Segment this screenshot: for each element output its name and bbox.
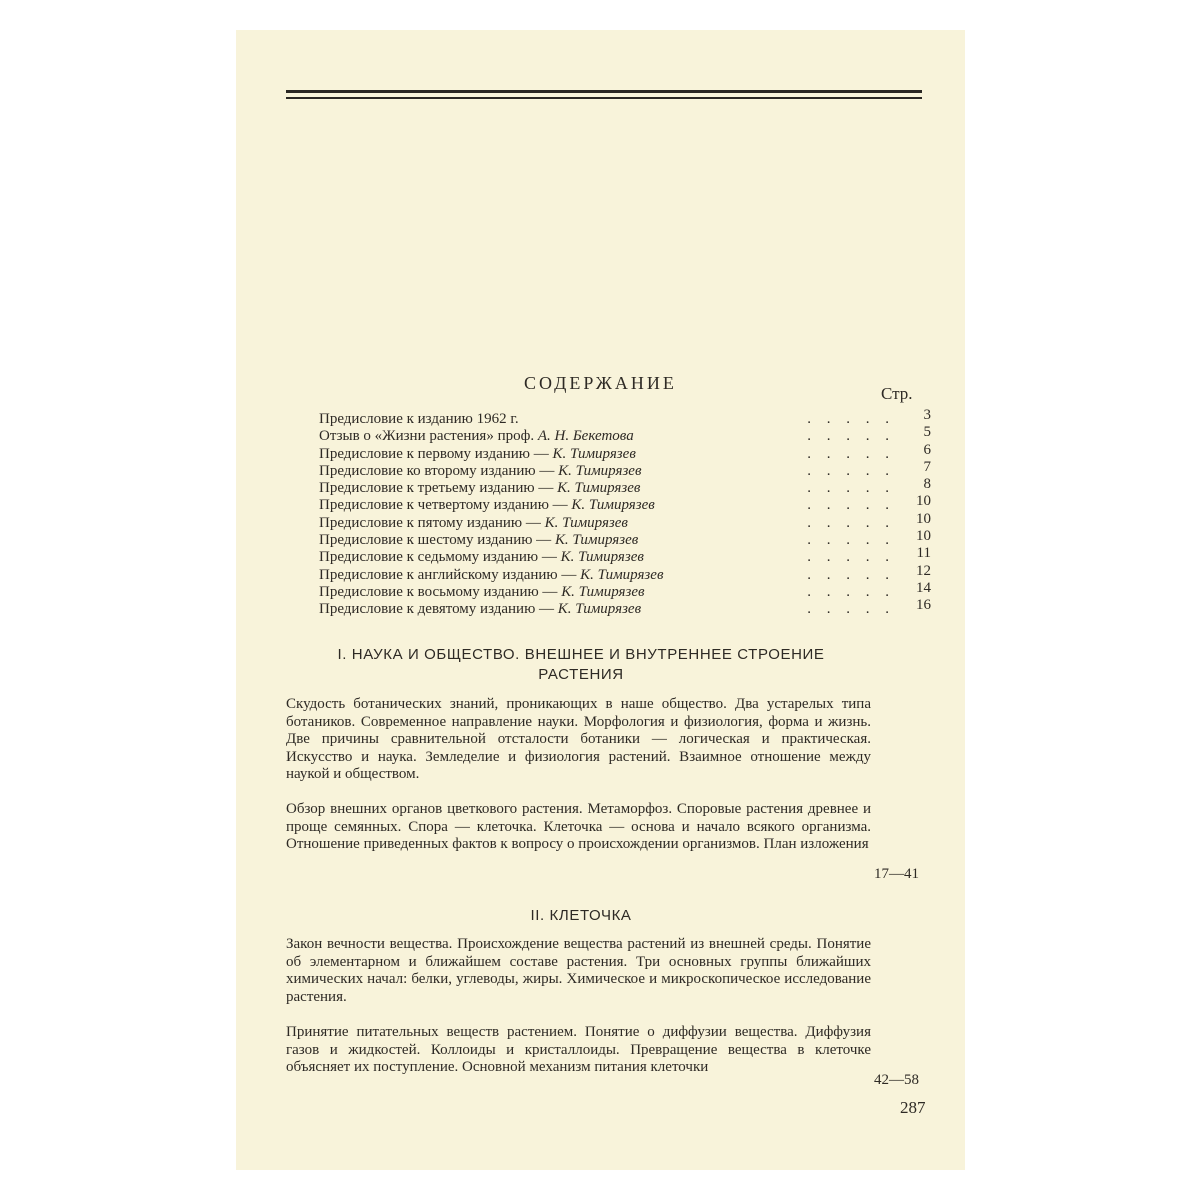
leader-dots: . . . . . bbox=[807, 549, 895, 566]
leader-dots: . . . . . bbox=[807, 428, 895, 445]
top-rule-thin bbox=[286, 97, 922, 99]
chapter-2-pages: 42—58 bbox=[874, 1072, 919, 1088]
toc-entry-page: 12 bbox=[916, 562, 931, 579]
toc-entry-page: 6 bbox=[923, 441, 931, 458]
toc-entry-title: Предисловие к четвертому изданию — bbox=[319, 497, 572, 514]
chapter-2-title-line1: II. КЛЕТОЧКА bbox=[530, 907, 632, 924]
toc-entry-page: 10 bbox=[916, 493, 931, 510]
toc-entry-page: 8 bbox=[923, 476, 931, 493]
leader-dots: . . . . . bbox=[807, 566, 895, 583]
toc-entry-title: Предисловие к седьмому изданию — bbox=[319, 549, 561, 566]
leader-dots: . . . . . bbox=[807, 514, 895, 531]
toc-entry-title: Предисловие к пятому изданию — bbox=[319, 514, 545, 531]
page-number: 287 bbox=[900, 1098, 926, 1117]
front-matter-list bbox=[319, 407, 931, 619]
leader-dots: . . . . . bbox=[807, 601, 895, 618]
toc-entry-page: 3 bbox=[923, 407, 931, 423]
toc-entry-title: Предисловие к шестому изданию — bbox=[319, 532, 555, 549]
chapter-1-para-1: Скудость ботанических знаний, проникающих в наше общество. Два устарелых типа ботаников. Современное направление науки. Морфология и физиология, форма и жизнь. Две причины сравнительной отсталости ботаники — логическая и практическая. Искусство и наука. Земледелие и физиология растений. Взаимное отношение между наукой и обществом. bbox=[286, 696, 871, 782]
toc-entry-author: А. Н. Бекетова bbox=[537, 428, 634, 445]
chapter-1-title bbox=[286, 645, 876, 685]
toc-entry-page: 5 bbox=[923, 424, 931, 441]
toc-entry-page: 11 bbox=[916, 545, 931, 562]
toc-entry bbox=[319, 545, 931, 566]
toc-entry-author: К. Тимирязев bbox=[552, 445, 636, 462]
chapter-2-para-1: Закон вечности вещества. Происхождение вещества растений из внешней среды. Понятие об элементарном и ближайшем составе растения. Три основных группы ближайших химических начал: белки, углеводы, жиры. Химическое и микроскопическое исследование растения. bbox=[286, 936, 871, 1005]
toc-entry bbox=[319, 579, 931, 601]
book-page bbox=[236, 30, 965, 1170]
toc-entry-title: Предисловие к третьему изданию — bbox=[319, 480, 558, 497]
toc-entry-author: К. Тимирязев bbox=[571, 497, 655, 514]
toc-entry-author: К. Тимирязев bbox=[560, 549, 644, 566]
chapter-2-title bbox=[286, 906, 876, 926]
toc-entry-title: Предисловие к изданию 1962 г. bbox=[319, 411, 519, 427]
toc-entry bbox=[319, 597, 931, 618]
toc-entry bbox=[319, 528, 931, 549]
chapter-1-para-2: Обзор внешних органов цветкового растения. Метаморфоз. Споровые растения древнее и проще семянных. Спора — клеточка. Клеточка — основа и начало всякого организма. Отношение приведенных фактов к вопросу о происхождении организмов. План изложения bbox=[286, 801, 871, 852]
leader-dots: . . . . . bbox=[807, 532, 895, 549]
leader-dots: . . . . . bbox=[807, 480, 895, 497]
toc-entry-author: К. Тимирязев bbox=[544, 514, 628, 531]
toc-entry-author: К. Тимирязев bbox=[580, 566, 664, 583]
toc-entry-title: Отзыв о «Жизни растения» проф. bbox=[319, 428, 538, 445]
toc-entry bbox=[319, 458, 931, 480]
leader-dots: . . . . . bbox=[807, 583, 895, 600]
toc-entry bbox=[319, 493, 931, 514]
contents-heading: СОДЕРЖАНИЕ bbox=[524, 373, 677, 393]
top-rule bbox=[286, 90, 922, 93]
toc-entry-author: К. Тимирязев bbox=[561, 583, 645, 600]
leader-dots: . . . . . bbox=[807, 445, 895, 462]
chapter-1-pages: 17—41 bbox=[874, 866, 919, 882]
toc-entry bbox=[319, 407, 931, 428]
toc-entry-author: К. Тимирязев bbox=[554, 532, 639, 549]
toc-entry-author: К. Тимирязев bbox=[558, 462, 642, 479]
toc-entry bbox=[319, 476, 931, 497]
leader-dots: . . . . . bbox=[807, 462, 895, 479]
toc-entry-page: 14 bbox=[916, 579, 931, 596]
toc-entry-author: К. Тимирязев bbox=[557, 480, 641, 497]
leader-dots: . . . . . bbox=[807, 411, 895, 427]
leader-dots: . . . . . bbox=[807, 497, 895, 514]
page-column-label: Стр. bbox=[881, 384, 913, 403]
toc-entry-title: Предисловие к первому изданию — bbox=[319, 445, 553, 462]
chapter-1-title-line1: I. НАУКА И ОБЩЕСТВО. ВНЕШНЕЕ И ВНУТРЕННЕЕ СТРОЕНИЕ bbox=[337, 646, 825, 663]
toc-entry-title: Предисловие к восьмому изданию — bbox=[319, 583, 562, 600]
toc-entry-title: Предисловие ко второму изданию — bbox=[319, 462, 559, 479]
chapter-2-para-2: Принятие питательных веществ растением. Понятие о диффузии вещества. Диффузия газов и жидкостей. Коллоиды и кристаллоиды. Превращение вещества в клеточке объясняет их поступление. Основной механизм питания клеточки bbox=[286, 1024, 871, 1075]
toc-entry-page: 10 bbox=[916, 510, 931, 527]
toc-entry-page: 7 bbox=[923, 458, 931, 475]
toc-entry-page: 10 bbox=[916, 528, 931, 545]
chapter-1-title-line2: РАСТЕНИЯ bbox=[538, 666, 624, 683]
toc-entry bbox=[319, 562, 931, 584]
toc-entry-author: К. Тимирязев bbox=[557, 601, 642, 618]
toc-entry-page: 16 bbox=[916, 597, 931, 614]
toc-entry-title: Предисловие к девятому изданию — bbox=[319, 601, 558, 618]
toc-entry-title: Предисловие к английскому изданию — bbox=[319, 566, 581, 583]
toc-entry bbox=[319, 441, 931, 463]
toc-entry bbox=[319, 510, 931, 532]
toc-entry bbox=[319, 424, 931, 445]
